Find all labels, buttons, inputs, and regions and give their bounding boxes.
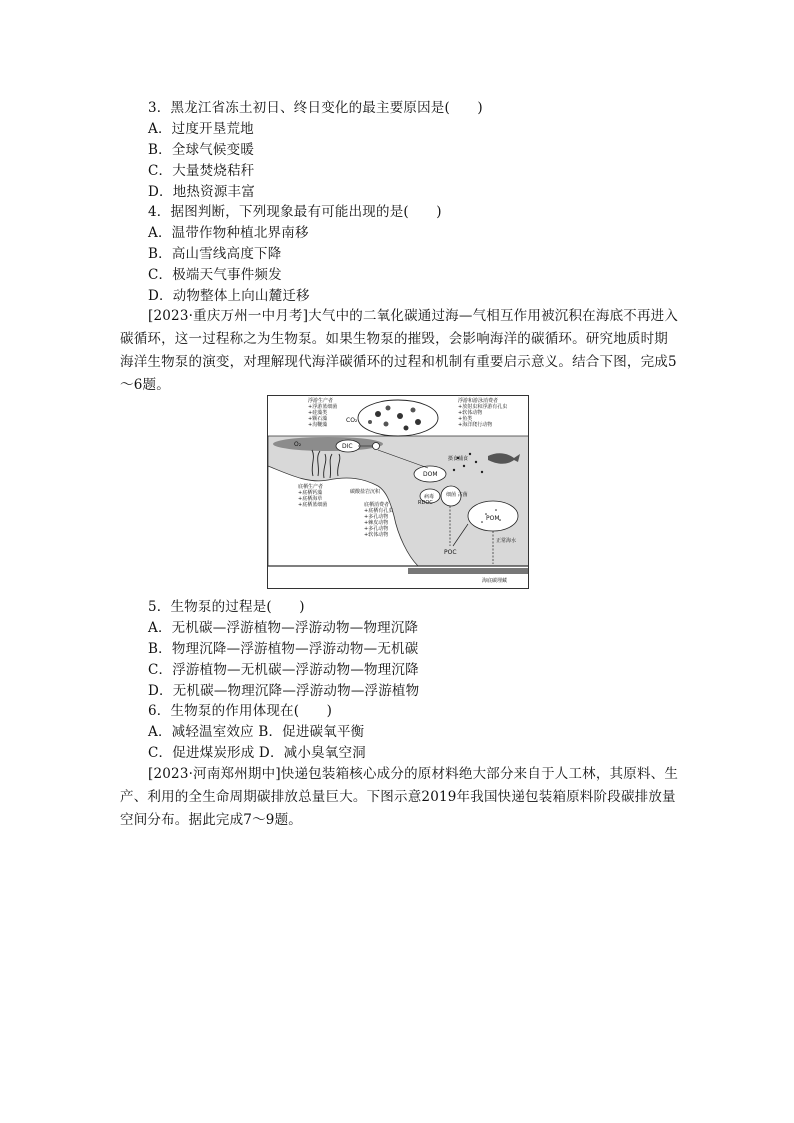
svg-text:浮游生产者 (308, 397, 333, 404)
q6-option-cd: C．促进煤炭形成 D．减小臭氧空洞 (148, 745, 366, 761)
diagram-surface-consumers-1: +放射虫和浮游有孔虫 (458, 404, 508, 410)
diagram-surface-producers-0: 浮游生产者 (308, 398, 334, 404)
diagram-virus-label: 病毒 (424, 494, 435, 500)
diagram-surface-consumers-3: +鱼类 (458, 416, 473, 422)
q4-option-d: D．动物整体上向山麓迁移 (148, 288, 310, 304)
q4-option-b: B．高山雪线高度下降 (148, 246, 282, 262)
diagram-benthic-consumers-4: +多孔动物 (364, 526, 389, 532)
diagram-o2-label: O₂ (294, 441, 302, 448)
diagram-benthic-consumers-2: +多孔动物 (364, 514, 389, 520)
q5-stem: 5．生物泵的过程是( ) (148, 599, 305, 615)
svg-text:底栖生产者 (298, 483, 323, 490)
svg-text:底栖消费者 (364, 501, 389, 508)
diagram-benthic-consumers-3: +棘皮动物 (364, 520, 389, 526)
diagram-seafloor-label: 海底碳埋藏 (482, 578, 508, 584)
q4-option-a: A．温带作物种植北界南移 (148, 225, 309, 241)
q6-option-ab: A．减轻温室效应 B．促进碳氧平衡 (148, 724, 365, 740)
q3-stem: 3．黑龙江省冻土初日、终日变化的最主要原因是( ) (148, 100, 483, 116)
q3-option-c: C．大量焚烧秸秆 (148, 163, 255, 179)
q5-option-c: C．浮游植物—无机碳—浮游动物—物理沉降 (148, 662, 419, 678)
q4-option-c: C．极端天气事件频发 (148, 267, 282, 283)
diagram-surface-consumers-2: +软体动物 (458, 410, 483, 416)
svg-text:+沟鞭藻 (308, 421, 327, 428)
svg-text:浮游和游泳消费者 (458, 397, 498, 404)
diagram-benthic-producers-2: +底栖海草 (298, 496, 323, 502)
biological-pump-diagram (267, 395, 529, 589)
svg-text:+鱼类 (458, 415, 472, 422)
svg-text:+软体动物 (458, 409, 482, 416)
q5-option-a: A．无机碳—浮游植物—浮游动物—物理沉降 (148, 620, 419, 636)
diagram-co2-label: CO₂ (346, 417, 358, 424)
diagram-surface-producers-2: +硅藻类 (308, 410, 328, 416)
svg-text:+底栖海草 (298, 495, 322, 502)
svg-text:+多孔动物 (364, 525, 388, 532)
diagram-benthic-producers-1: +底栖钙藻 (298, 490, 323, 496)
passage-biological-pump: [2023·重庆万州一中月考]大气中的二氧化碳通过海—气相互作用被沉积在海底不再进入碳循环，这一过程称之为生物泵。如果生物泵的摧毁，会影响海洋的碳循环。研究地质时期海洋生物泵的演变，对理解现代海洋碳循环的过程和机制有重要启示意义。结合下图，完成5～6题。 (120, 308, 679, 393)
diagram-surface-consumers-0: 浮游和游泳消费者 (458, 398, 499, 404)
diagram-svg (268, 396, 528, 588)
q5-option-b: B．物理沉降—浮游植物—浮游动物—无机碳 (148, 641, 419, 657)
q4-stem: 4．据图判断，下列现象最有可能出现的是( ) (148, 204, 442, 220)
diagram-normal-seawater-label: 正常海水 (496, 538, 517, 544)
diagram-surface-producers-4: +沟鞭藻 (308, 422, 328, 428)
diagram-pom-label: POM (486, 515, 500, 522)
diagram-surface-producers-1: +浮游蓝细菌 (308, 404, 338, 410)
diagram-surface-consumers-4: +海洋爬行动物 (458, 422, 493, 428)
diagram-dom-label: DOM (423, 471, 438, 478)
diagram-benthic-producers-3: +底栖蓝细菌 (298, 502, 328, 508)
svg-text:+底栖有孔虫 (364, 507, 393, 514)
svg-text:+棘皮动物 (364, 519, 388, 526)
q3-option-a: A．过度开垦荒地 (148, 121, 254, 137)
diagram-carbonate-label: 碳酸盐岩沉积 (350, 489, 381, 495)
q3-option-d: D．地热资源丰富 (148, 184, 255, 200)
svg-text:+底栖蓝细菌 (298, 501, 327, 508)
q5-option-d: D．无机碳—物理沉降—浮游动物—浮游植物 (148, 683, 420, 699)
q3-option-b: B．全球气候变暖 (148, 142, 255, 158)
diagram-benthic-consumers-0: 底栖消费者 (364, 502, 390, 508)
q6-stem: 6．生物泵的作用体现在( ) (148, 703, 333, 719)
svg-text:+底栖钙藻 (298, 489, 322, 496)
diagram-bacteria-label: 细菌 古菌 (446, 492, 468, 498)
svg-text:+软体动物 (364, 531, 388, 538)
diagram-grazing-label: 摄食捕食 (448, 456, 469, 462)
svg-text:+海洋爬行动物 (458, 421, 492, 428)
passage-express-packaging: [2023·河南郑州期中]快递包装箱核心成分的原材料绝大部分来自于人工林，其原料、生产、利用的全生命周期碳排放总量巨大。下图示意2019年我国快递包装箱原料阶段碳排放量空间分布。据此完成7～9题。 (120, 766, 679, 828)
diagram-poc-label: POC (444, 549, 457, 556)
diagram-benthic-consumers-1: +底栖有孔虫 (364, 508, 394, 514)
svg-text:+浮游蓝细菌 (308, 403, 337, 410)
svg-text:+放射虫和浮游有孔虫 (458, 403, 507, 410)
diagram-rdoc-label: RDOC (418, 500, 433, 506)
svg-text:+硅藻类 (308, 409, 327, 416)
diagram-dic-label: DIC (342, 443, 353, 450)
diagram-surface-producers-3: +颗石藻 (308, 416, 328, 422)
svg-text:+多孔动物 (364, 513, 388, 520)
svg-text:+颗石藻 (308, 415, 327, 422)
diagram-benthic-producers-0: 底栖生产者 (298, 484, 324, 490)
diagram-benthic-consumers-5: +软体动物 (364, 532, 389, 538)
